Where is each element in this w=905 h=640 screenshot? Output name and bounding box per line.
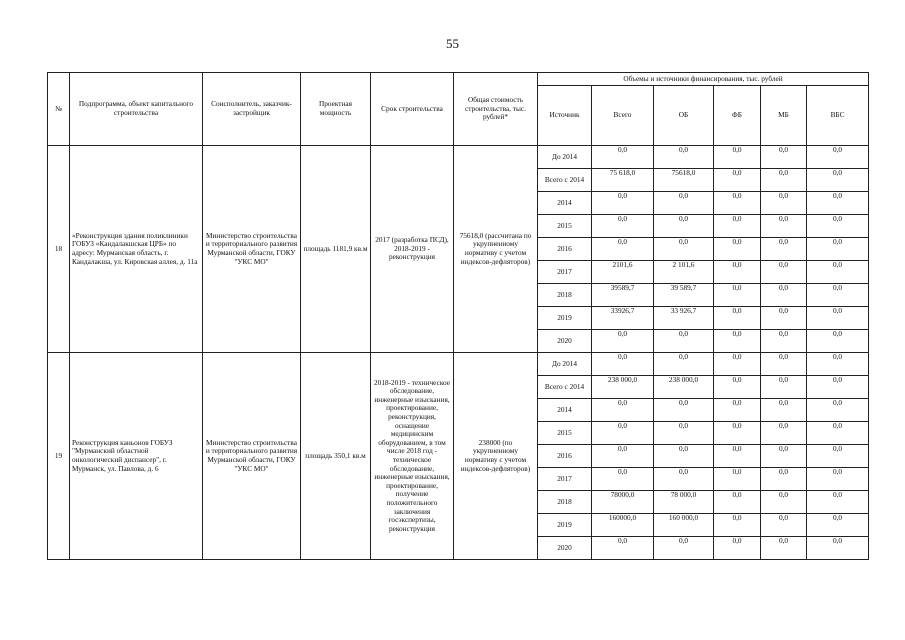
table-body [48,146,869,560]
amount-total-cell: 75 618,0 [592,169,654,192]
amount-fb-cell: 0,0 [714,399,761,422]
construction-objects-table [47,72,869,560]
amount-mb-cell: 0,0 [761,376,807,399]
header-fb: ФБ [714,86,761,146]
amount-ob-cell: 0,0 [654,353,714,376]
amount-total-cell: 33926,7 [592,307,654,330]
object-number: 18 [48,146,70,353]
amount-vbs-cell: 0,0 [807,330,869,353]
amount-total-cell: 238 000,0 [592,376,654,399]
amount-mb-cell: 0,0 [761,330,807,353]
amount-ob-cell: 238 000,0 [654,376,714,399]
amount-mb-cell: 0,0 [761,261,807,284]
amount-total-cell: 0,0 [592,468,654,491]
amount-fb-cell: 0,0 [714,468,761,491]
amount-mb-cell: 0,0 [761,215,807,238]
amount-mb-cell: 0,0 [761,284,807,307]
amount-vbs-cell: 0,0 [807,422,869,445]
amount-total-cell: 0,0 [592,215,654,238]
amount-mb-cell: 0,0 [761,514,807,537]
amount-total-cell: 0,0 [592,238,654,261]
header-ob: ОБ [654,86,714,146]
amount-ob-cell: 0,0 [654,422,714,445]
amount-fb-cell: 0,0 [714,376,761,399]
amount-mb-cell: 0,0 [761,422,807,445]
amount-ob-cell: 0,0 [654,330,714,353]
amount-fb-cell: 0,0 [714,169,761,192]
object-number: 19 [48,353,70,560]
object-cost: 238000 (по укрупненному нормативу с учетом индексов-дефляторов) [454,353,538,560]
amount-mb-cell: 0,0 [761,491,807,514]
object-cost: 75618,0 (рассчитана по укрупненному нормативу с учетом индексов-дефляторов) [454,146,538,353]
amount-fb-cell: 0,0 [714,445,761,468]
table-row [48,353,869,376]
amount-vbs-cell: 0,0 [807,169,869,192]
amount-fb-cell: 0,0 [714,238,761,261]
header-subprogram: Подпрограмма, объект капитального строительства [70,73,203,146]
header-source: Источник [538,86,592,146]
amount-ob-cell: 2 101,6 [654,261,714,284]
object-name: Реконструкция каньонов ГОБУЗ "Мурманский областной онкологический диспансер", г. Мурманск, ул. Павлова, д. 6 [70,353,203,560]
amount-mb-cell: 0,0 [761,146,807,169]
amount-vbs-cell: 0,0 [807,376,869,399]
amount-mb-cell: 0,0 [761,445,807,468]
header-executor: Соисполнитель, заказчик-застройщик [203,73,301,146]
amount-total-cell: 0,0 [592,353,654,376]
amount-ob-cell: 0,0 [654,537,714,560]
amount-vbs-cell: 0,0 [807,514,869,537]
amount-total-cell: 0,0 [592,445,654,468]
amount-mb-cell: 0,0 [761,399,807,422]
amount-mb-cell: 0,0 [761,307,807,330]
amount-total-cell: 0,0 [592,330,654,353]
amount-mb-cell: 0,0 [761,238,807,261]
amount-ob-cell: 39 589,7 [654,284,714,307]
amount-mb-cell: 0,0 [761,169,807,192]
amount-ob-cell: 0,0 [654,215,714,238]
amount-fb-cell: 0,0 [714,353,761,376]
amount-total-cell: 78000,0 [592,491,654,514]
header-capacity: Проектная мощность [301,73,371,146]
amount-fb-cell: 0,0 [714,192,761,215]
amount-ob-cell: 0,0 [654,192,714,215]
amount-fb-cell: 0,0 [714,307,761,330]
amount-vbs-cell: 0,0 [807,146,869,169]
header-num: № [48,73,70,146]
amount-fb-cell: 0,0 [714,514,761,537]
amount-ob-cell: 0,0 [654,468,714,491]
amount-mb-cell: 0,0 [761,537,807,560]
header-financing: Объемы и источники финансирования, тыс. рублей [538,73,869,86]
amount-ob-cell: 0,0 [654,445,714,468]
source-cell: 2017 [538,468,592,491]
amount-ob-cell: 78 000,0 [654,491,714,514]
amount-total-cell: 2101,6 [592,261,654,284]
amount-total-cell: 0,0 [592,422,654,445]
source-cell: 2019 [538,514,592,537]
source-cell: 2019 [538,307,592,330]
source-cell: 2018 [538,284,592,307]
source-cell: 2015 [538,422,592,445]
header-mb: МБ [761,86,807,146]
amount-vbs-cell: 0,0 [807,491,869,514]
amount-ob-cell: 0,0 [654,399,714,422]
amount-mb-cell: 0,0 [761,353,807,376]
object-name: «Реконструкция здания поликлиники ГОБУЗ «Кандалакшская ЦРБ» по адресу: Мурманская область, г. Кандалакша, ул. Кировская аллея, д. 11а [70,146,203,353]
amount-total-cell: 39589,7 [592,284,654,307]
amount-vbs-cell: 0,0 [807,192,869,215]
amount-fb-cell: 0,0 [714,284,761,307]
amount-fb-cell: 0,0 [714,422,761,445]
source-cell: 2020 [538,330,592,353]
amount-vbs-cell: 0,0 [807,353,869,376]
amount-fb-cell: 0,0 [714,330,761,353]
header-total-cost: Общая стоимость строительства, тыс. рублей* [454,73,538,146]
source-cell: 2016 [538,238,592,261]
amount-fb-cell: 0,0 [714,491,761,514]
amount-ob-cell: 0,0 [654,146,714,169]
amount-mb-cell: 0,0 [761,468,807,491]
amount-vbs-cell: 0,0 [807,215,869,238]
object-capacity: площадь 1181,9 кв.м [301,146,371,353]
amount-fb-cell: 0,0 [714,215,761,238]
amount-ob-cell: 33 926,7 [654,307,714,330]
source-cell: До 2014 [538,146,592,169]
amount-vbs-cell: 0,0 [807,399,869,422]
amount-ob-cell: 160 000,0 [654,514,714,537]
object-executor: Министерство строительства и территориального развития Мурманской области, ГОКУ "УКС МО" [203,353,301,560]
amount-vbs-cell: 0,0 [807,261,869,284]
source-cell: 2014 [538,399,592,422]
object-term: 2017 (разработка ПСД), 2018-2019 - реконструкция [371,146,454,353]
header-vbs: ВБС [807,86,869,146]
amount-vbs-cell: 0,0 [807,238,869,261]
amount-fb-cell: 0,0 [714,261,761,284]
source-cell: 2020 [538,537,592,560]
amount-ob-cell: 75618,0 [654,169,714,192]
amount-vbs-cell: 0,0 [807,284,869,307]
source-cell: 2016 [538,445,592,468]
source-cell: Всего с 2014 [538,169,592,192]
header-total: Всего [592,86,654,146]
page-number: 55 [446,36,459,51]
source-cell: 2014 [538,192,592,215]
amount-vbs-cell: 0,0 [807,445,869,468]
source-cell: 2015 [538,215,592,238]
amount-vbs-cell: 0,0 [807,468,869,491]
object-executor: Министерство строительства и территориального развития Мурманской области, ГОКУ "УКС МО" [203,146,301,353]
source-cell: 2018 [538,491,592,514]
amount-total-cell: 160000,0 [592,514,654,537]
object-term: 2018-2019 - техническое обследование, инженерные изыскания, проектирование, реконструкция, оснащение медицинским оборудованием, в том числе 2018 год - техническое обследование, инженерные изыскания, проектирование, получение положительного заключения госэкспертизы, реконструкция [371,353,454,560]
source-cell: До 2014 [538,353,592,376]
source-cell: 2017 [538,261,592,284]
amount-total-cell: 0,0 [592,146,654,169]
object-capacity: площадь 350,1 кв.м [301,353,371,560]
source-cell: Всего с 2014 [538,376,592,399]
amount-fb-cell: 0,0 [714,146,761,169]
amount-total-cell: 0,0 [592,192,654,215]
amount-total-cell: 0,0 [592,399,654,422]
amount-vbs-cell: 0,0 [807,537,869,560]
amount-fb-cell: 0,0 [714,537,761,560]
amount-total-cell: 0,0 [592,537,654,560]
amount-vbs-cell: 0,0 [807,307,869,330]
amount-ob-cell: 0,0 [654,238,714,261]
table-row [48,146,869,169]
amount-mb-cell: 0,0 [761,192,807,215]
header-term: Срок строительства [371,73,454,146]
